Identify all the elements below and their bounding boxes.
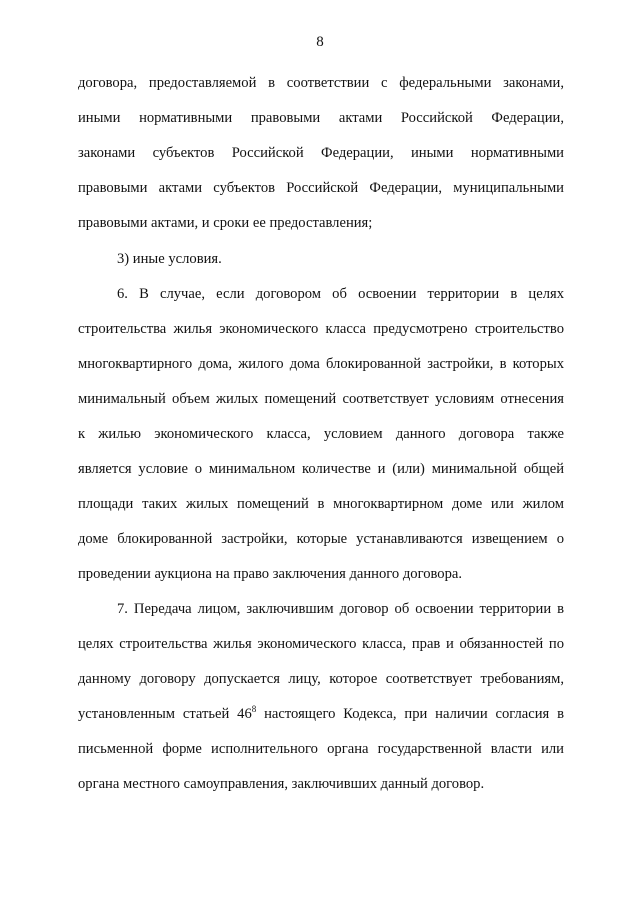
text-line: данному договору допускается лицу, которое соответствует требованиям, <box>78 671 564 687</box>
text-line: площади таких жилых помещений в многоквартирном доме или жилом <box>78 496 564 512</box>
text-fragment: настоящего Кодекса, при наличии согласия в <box>256 706 564 722</box>
text-line: законами субъектов Российской Федерации, иными нормативными <box>78 145 564 161</box>
text-line: иными нормативными правовыми актами Российской Федерации, <box>78 110 564 126</box>
text-line <box>78 704 564 724</box>
text-line: 3) иные условия. <box>117 251 222 267</box>
text-fragment: установленным статьей 46 <box>78 706 252 722</box>
text-line: к жилью экономического класса, условием данного договора также <box>78 426 564 442</box>
text-line: письменной форме исполнительного органа государственной власти или <box>78 741 564 757</box>
text-line: органа местного самоуправления, заключивших данный договор. <box>78 776 485 792</box>
text-line: строительства жилья экономического класса предусмотрено строительство <box>78 321 564 337</box>
text-line: договора, предоставляемой в соответствии с федеральными законами, <box>78 75 564 91</box>
text-line: является условие о минимальном количестве и (или) минимальной общей <box>78 461 564 477</box>
text-line: правовыми актами, и сроки ее предоставления; <box>78 215 373 231</box>
text-line: многоквартирного дома, жилого дома блокированной застройки, в которых <box>78 356 564 372</box>
superscript: 8 <box>251 704 257 714</box>
text-line: 6. В случае, если договором об освоении территории в целях <box>117 286 564 302</box>
text-line: минимальный объем жилых помещений соответствует условиям отнесения <box>78 391 564 407</box>
text-line: 7. Передача лицом, заключившим договор об освоении территории в <box>117 601 564 617</box>
text-line: проведении аукциона на право заключения данного договора. <box>78 566 463 582</box>
text-line: доме блокированной застройки, которые устанавливаются извещением о <box>78 531 564 547</box>
text-line: правовыми актами субъектов Российской Федерации, муниципальными <box>78 180 564 196</box>
text-line: целях строительства жилья экономического класса, прав и обязанностей по <box>78 636 564 652</box>
page-number: 8 <box>316 34 324 50</box>
